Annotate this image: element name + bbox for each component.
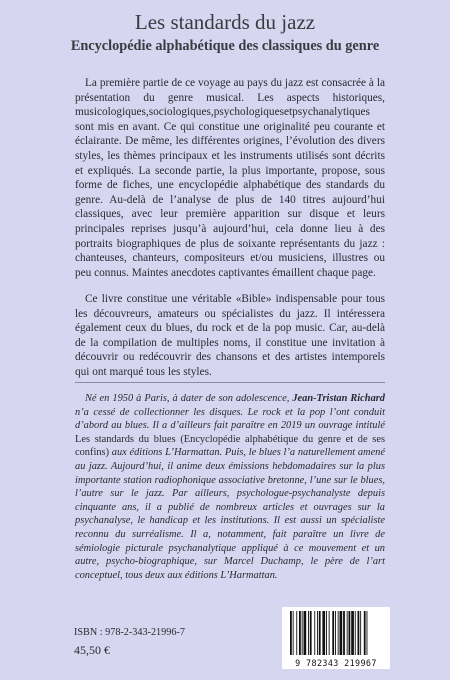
barcode-bar [329,611,330,655]
barcode-bar [332,611,334,655]
barcode-bar [358,611,360,655]
barcode-bar [335,611,336,655]
barcode-bar [338,611,339,655]
author-name: Jean-Tristan Richard [292,393,386,404]
barcode [282,607,390,669]
author-bio-intro: Né en 1950 à Paris, à dater de son adolescence, [85,393,293,404]
referenced-book-title: Les standards du blues (Encyclopédie alphabétique du genre et de ses confins) [75,433,385,459]
book-subtitle: Encyclopédie alphabétique des classiques du genre [70,38,380,54]
barcode-bar [343,611,345,655]
barcode-bar [317,611,318,655]
barcode-bars [282,607,390,659]
author-bio [75,392,385,582]
barcode-bar [293,611,294,655]
barcode-bar [299,611,301,655]
barcode-bar [326,611,327,655]
description-paragraph-2: Ce livre constitue une véritable «Bible» indispensable pour tous les découvreurs, amateurs ou spécialistes du jazz. Il intéressera également ceux du blues, du rock et de la pop music. Car, au-delà de la compilation de multiples noms, il constitue une invitation à découvrir ou redécouvrir des chansons et des artistes intemporels qui ont marqué tous les styles. [75,293,385,378]
description-paragraph-1: La première partie de ce voyage au pays du jazz est consacrée à la présentation du genre musical. Les aspects historiques, musicologiques,sociologiques,psychologiquesetpsychanalytiques sont mis en avant. Ce qui constitue une originalité peu courante et éclairante. De même, les différentes origines, l’évolution des divers styles, les thèmes principaux et les instruments utilisés sont décrits et expliqués. La seconde partie, la plus importante, propose, sous forme de fiches, une encyclopédie alphabétique des standards du genre. Au-delà de l’analyse de plus de 140 titres aujourd’hui classiques, avec leur première apparition sur disque et leurs principales reprises jusqu’à aujourd’hui, cela donne lieu à des portraits biographiques de plus de soixante représentants du jazz : chanteuses, chanteurs, compositeurs et/ou musiciens, illustres ou peu connus. Maintes anecdotes captivantes émaillent chaque page. [75,77,385,279]
barcode-digits: 9 782343 219967 [295,658,377,668]
barcode-bar [302,611,303,655]
barcode-bar [322,611,325,655]
author-bio-text-2: aux éditions L’Harmattan. Puis, le blues l’a naturellement amené au jazz. Aujourd’hui, il anime deux émissions hebdomadaires sur la plus importante station radiophonique associative bretonne, l’une sur le blues, l’autre sur le jazz. Par ailleurs, psychologue-psychanalyste depuis cinquante ans, il a publié de nombreux articles et ouvrages sur la psychanalyse, le handicap et les institutions. Il est aussi un spécialiste reconnu du surréalisme. Il a, notamment, fait paraître un livre de sémiologie picturale psychanalytique appliqué à ce mouvement et un autre, psycho-biographique, sur Marcel Duchamp, le père de l’art conceptuel, tous deux aux éditions L’Harmattan. [75,447,385,581]
barcode-bar [364,611,366,655]
isbn-label: ISBN : 978-2-343-21996-7 [74,627,185,638]
barcode-bar [367,611,368,655]
section-divider [75,382,385,383]
price-label: 45,50 € [74,643,110,657]
barcode-bar [308,611,309,655]
barcode-bar [351,611,354,655]
book-title: Les standards du jazz [134,10,316,34]
barcode-bar [340,611,343,655]
barcode-bar [304,611,307,655]
barcode-bar [296,611,297,655]
barcode-bar [349,611,351,655]
barcode-bar [310,611,312,655]
barcode-bar [355,611,356,655]
barcode-bar [319,611,321,655]
barcode-bar [314,611,315,655]
barcode-bar [360,611,361,655]
barcode-bar [347,611,348,655]
author-bio-text-1: n’a cessé de collectionner les disques. Le rock et la pop l’ont conduit d’abord au blues. Il a d’ailleurs fait paraître en 2019 un ouvrage intitulé [75,406,385,432]
barcode-bar [290,611,292,655]
